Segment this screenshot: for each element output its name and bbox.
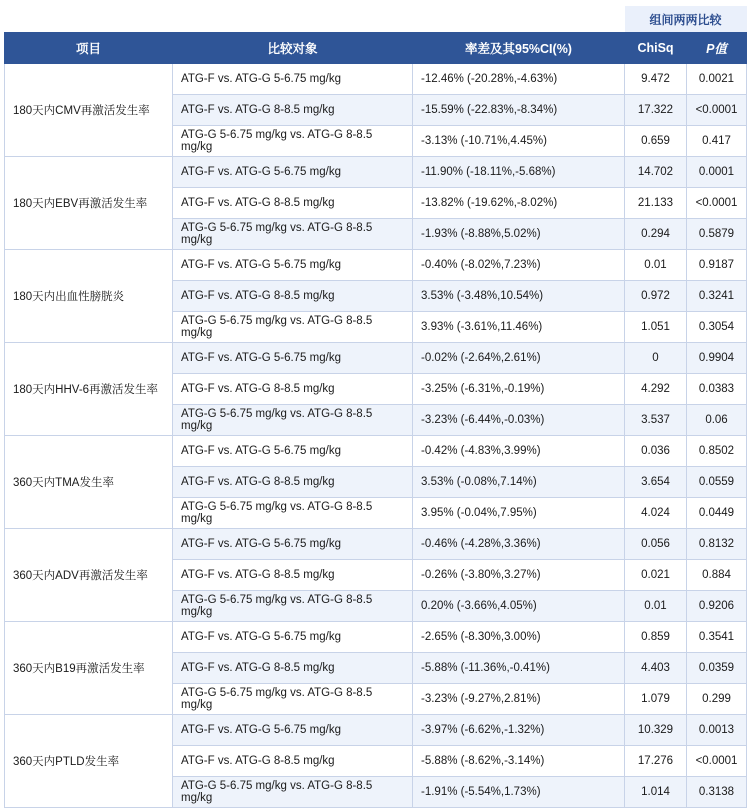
cell-chisq: 21.133 xyxy=(625,188,687,219)
spacer-item xyxy=(5,6,173,33)
cell-chisq: 17.276 xyxy=(625,746,687,777)
table-header xyxy=(5,6,747,64)
cell-rate-difference: -11.90% (-18.11%,-5.68%) xyxy=(413,157,625,188)
column-header-item: 项目 xyxy=(5,33,173,64)
table-row xyxy=(5,343,747,374)
column-header-comparison: 比较对象 xyxy=(173,33,413,64)
cell-rate-difference: -0.42% (-4.83%,3.99%) xyxy=(413,436,625,467)
cell-chisq: 0.036 xyxy=(625,436,687,467)
cell-chisq: 4.292 xyxy=(625,374,687,405)
cell-pvalue: 0.0013 xyxy=(687,715,747,746)
cell-rate-difference: -3.25% (-6.31%,-0.19%) xyxy=(413,374,625,405)
row-item-label: 360天内B19再激活发生率 xyxy=(5,622,173,715)
cell-pvalue: 0.06 xyxy=(687,405,747,436)
row-item-label: 360天内ADV再激活发生率 xyxy=(5,529,173,622)
cell-chisq: 0.01 xyxy=(625,250,687,281)
cell-comparison: ATG-F vs. ATG-G 5-6.75 mg/kg xyxy=(173,436,413,467)
cell-rate-difference: -3.97% (-6.62%,-1.32%) xyxy=(413,715,625,746)
cell-pvalue: <0.0001 xyxy=(687,746,747,777)
cell-rate-difference: -5.88% (-11.36%,-0.41%) xyxy=(413,653,625,684)
cell-pvalue: 0.3138 xyxy=(687,777,747,808)
cell-comparison: ATG-F vs. ATG-G 8-8.5 mg/kg xyxy=(173,467,413,498)
cell-rate-difference: 3.53% (-0.08%,7.14%) xyxy=(413,467,625,498)
cell-rate-difference: -1.93% (-8.88%,5.02%) xyxy=(413,219,625,250)
row-item-label: 180天内CMV再激活发生率 xyxy=(5,64,173,157)
column-header-pvalue: P值 xyxy=(687,33,747,64)
cell-pvalue: 0.0021 xyxy=(687,64,747,95)
cell-chisq: 1.014 xyxy=(625,777,687,808)
cell-chisq: 1.051 xyxy=(625,312,687,343)
cell-pvalue: 0.0449 xyxy=(687,498,747,529)
column-header-row xyxy=(5,33,747,64)
spacer-comparison xyxy=(173,6,413,33)
cell-comparison: ATG-F vs. ATG-G 8-8.5 mg/kg xyxy=(173,95,413,126)
cell-rate-difference: -3.23% (-9.27%,2.81%) xyxy=(413,684,625,715)
cell-pvalue: 0.5879 xyxy=(687,219,747,250)
cell-pvalue: 0.9187 xyxy=(687,250,747,281)
cell-comparison: ATG-G 5-6.75 mg/kg vs. ATG-G 8-8.5 mg/kg xyxy=(173,405,413,436)
row-item-label: 180天内出血性膀胱炎 xyxy=(5,250,173,343)
row-item-label: 180天内HHV-6再激活发生率 xyxy=(5,343,173,436)
cell-rate-difference: 3.53% (-3.48%,10.54%) xyxy=(413,281,625,312)
cell-pvalue: 0.9904 xyxy=(687,343,747,374)
cell-comparison: ATG-F vs. ATG-G 5-6.75 mg/kg xyxy=(173,250,413,281)
cell-rate-difference: -1.91% (-5.54%,1.73%) xyxy=(413,777,625,808)
cell-comparison: ATG-F vs. ATG-G 5-6.75 mg/kg xyxy=(173,622,413,653)
cell-chisq: 3.654 xyxy=(625,467,687,498)
cell-comparison: ATG-G 5-6.75 mg/kg vs. ATG-G 8-8.5 mg/kg xyxy=(173,126,413,157)
cell-pvalue: 0.417 xyxy=(687,126,747,157)
cell-chisq: 0 xyxy=(625,343,687,374)
cell-pvalue: 0.0559 xyxy=(687,467,747,498)
group-header-label: 组间两两比较 xyxy=(625,6,747,33)
cell-pvalue: <0.0001 xyxy=(687,188,747,219)
cell-pvalue: 0.0383 xyxy=(687,374,747,405)
cell-comparison: ATG-F vs. ATG-G 8-8.5 mg/kg xyxy=(173,560,413,591)
cell-rate-difference: -2.65% (-8.30%,3.00%) xyxy=(413,622,625,653)
table-row xyxy=(5,250,747,281)
cell-rate-difference: -0.26% (-3.80%,3.27%) xyxy=(413,560,625,591)
row-item-label: 360天内TMA发生率 xyxy=(5,436,173,529)
cell-pvalue: 0.299 xyxy=(687,684,747,715)
cell-rate-difference: 3.95% (-0.04%,7.95%) xyxy=(413,498,625,529)
cell-comparison: ATG-F vs. ATG-G 8-8.5 mg/kg xyxy=(173,281,413,312)
cell-rate-difference: -0.40% (-8.02%,7.23%) xyxy=(413,250,625,281)
pairwise-comparison-table xyxy=(4,6,747,808)
cell-rate-difference: -13.82% (-19.62%,-8.02%) xyxy=(413,188,625,219)
cell-pvalue: 0.9206 xyxy=(687,591,747,622)
cell-rate-difference: -5.88% (-8.62%,-3.14%) xyxy=(413,746,625,777)
group-header-row xyxy=(5,6,747,33)
table-row xyxy=(5,529,747,560)
cell-pvalue: 0.3541 xyxy=(687,622,747,653)
cell-comparison: ATG-G 5-6.75 mg/kg vs. ATG-G 8-8.5 mg/kg xyxy=(173,684,413,715)
cell-pvalue: 0.8502 xyxy=(687,436,747,467)
cell-comparison: ATG-F vs. ATG-G 5-6.75 mg/kg xyxy=(173,157,413,188)
row-item-label: 360天内PTLD发生率 xyxy=(5,715,173,808)
cell-chisq: 4.403 xyxy=(625,653,687,684)
column-header-rate-difference: 率差及其95%CI(%) xyxy=(413,33,625,64)
cell-chisq: 0.859 xyxy=(625,622,687,653)
cell-chisq: 1.079 xyxy=(625,684,687,715)
table-body xyxy=(5,64,747,808)
cell-comparison: ATG-F vs. ATG-G 8-8.5 mg/kg xyxy=(173,746,413,777)
cell-chisq: 0.972 xyxy=(625,281,687,312)
cell-comparison: ATG-F vs. ATG-G 8-8.5 mg/kg xyxy=(173,188,413,219)
cell-comparison: ATG-F vs. ATG-G 8-8.5 mg/kg xyxy=(173,374,413,405)
column-header-chisq: ChiSq xyxy=(625,33,687,64)
cell-pvalue: 0.3054 xyxy=(687,312,747,343)
cell-rate-difference: -12.46% (-20.28%,-4.63%) xyxy=(413,64,625,95)
cell-chisq: 0.056 xyxy=(625,529,687,560)
cell-chisq: 9.472 xyxy=(625,64,687,95)
cell-chisq: 3.537 xyxy=(625,405,687,436)
cell-pvalue: 0.3241 xyxy=(687,281,747,312)
cell-chisq: 0.294 xyxy=(625,219,687,250)
cell-pvalue: 0.884 xyxy=(687,560,747,591)
cell-comparison: ATG-G 5-6.75 mg/kg vs. ATG-G 8-8.5 mg/kg xyxy=(173,219,413,250)
row-item-label: 180天内EBV再激活发生率 xyxy=(5,157,173,250)
cell-comparison: ATG-G 5-6.75 mg/kg vs. ATG-G 8-8.5 mg/kg xyxy=(173,312,413,343)
table-row xyxy=(5,64,747,95)
cell-chisq: 0.021 xyxy=(625,560,687,591)
cell-comparison: ATG-G 5-6.75 mg/kg vs. ATG-G 8-8.5 mg/kg xyxy=(173,591,413,622)
cell-comparison: ATG-F vs. ATG-G 8-8.5 mg/kg xyxy=(173,653,413,684)
table-row xyxy=(5,436,747,467)
cell-comparison: ATG-F vs. ATG-G 5-6.75 mg/kg xyxy=(173,343,413,374)
cell-pvalue: 0.8132 xyxy=(687,529,747,560)
cell-pvalue: 0.0001 xyxy=(687,157,747,188)
cell-rate-difference: -3.13% (-10.71%,4.45%) xyxy=(413,126,625,157)
cell-rate-difference: -0.02% (-2.64%,2.61%) xyxy=(413,343,625,374)
table-row xyxy=(5,622,747,653)
cell-pvalue: 0.0359 xyxy=(687,653,747,684)
cell-rate-difference: 3.93% (-3.61%,11.46%) xyxy=(413,312,625,343)
cell-chisq: 14.702 xyxy=(625,157,687,188)
cell-comparison: ATG-F vs. ATG-G 5-6.75 mg/kg xyxy=(173,529,413,560)
table-row xyxy=(5,715,747,746)
cell-chisq: 0.01 xyxy=(625,591,687,622)
spacer-rate-diff xyxy=(413,6,625,33)
cell-chisq: 10.329 xyxy=(625,715,687,746)
cell-rate-difference: 0.20% (-3.66%,4.05%) xyxy=(413,591,625,622)
cell-chisq: 4.024 xyxy=(625,498,687,529)
cell-comparison: ATG-G 5-6.75 mg/kg vs. ATG-G 8-8.5 mg/kg xyxy=(173,777,413,808)
cell-comparison: ATG-F vs. ATG-G 5-6.75 mg/kg xyxy=(173,715,413,746)
cell-rate-difference: -0.46% (-4.28%,3.36%) xyxy=(413,529,625,560)
cell-chisq: 17.322 xyxy=(625,95,687,126)
table-row xyxy=(5,157,747,188)
cell-pvalue: <0.0001 xyxy=(687,95,747,126)
cell-comparison: ATG-G 5-6.75 mg/kg vs. ATG-G 8-8.5 mg/kg xyxy=(173,498,413,529)
cell-rate-difference: -15.59% (-22.83%,-8.34%) xyxy=(413,95,625,126)
cell-chisq: 0.659 xyxy=(625,126,687,157)
cell-comparison: ATG-F vs. ATG-G 5-6.75 mg/kg xyxy=(173,64,413,95)
cell-rate-difference: -3.23% (-6.44%,-0.03%) xyxy=(413,405,625,436)
